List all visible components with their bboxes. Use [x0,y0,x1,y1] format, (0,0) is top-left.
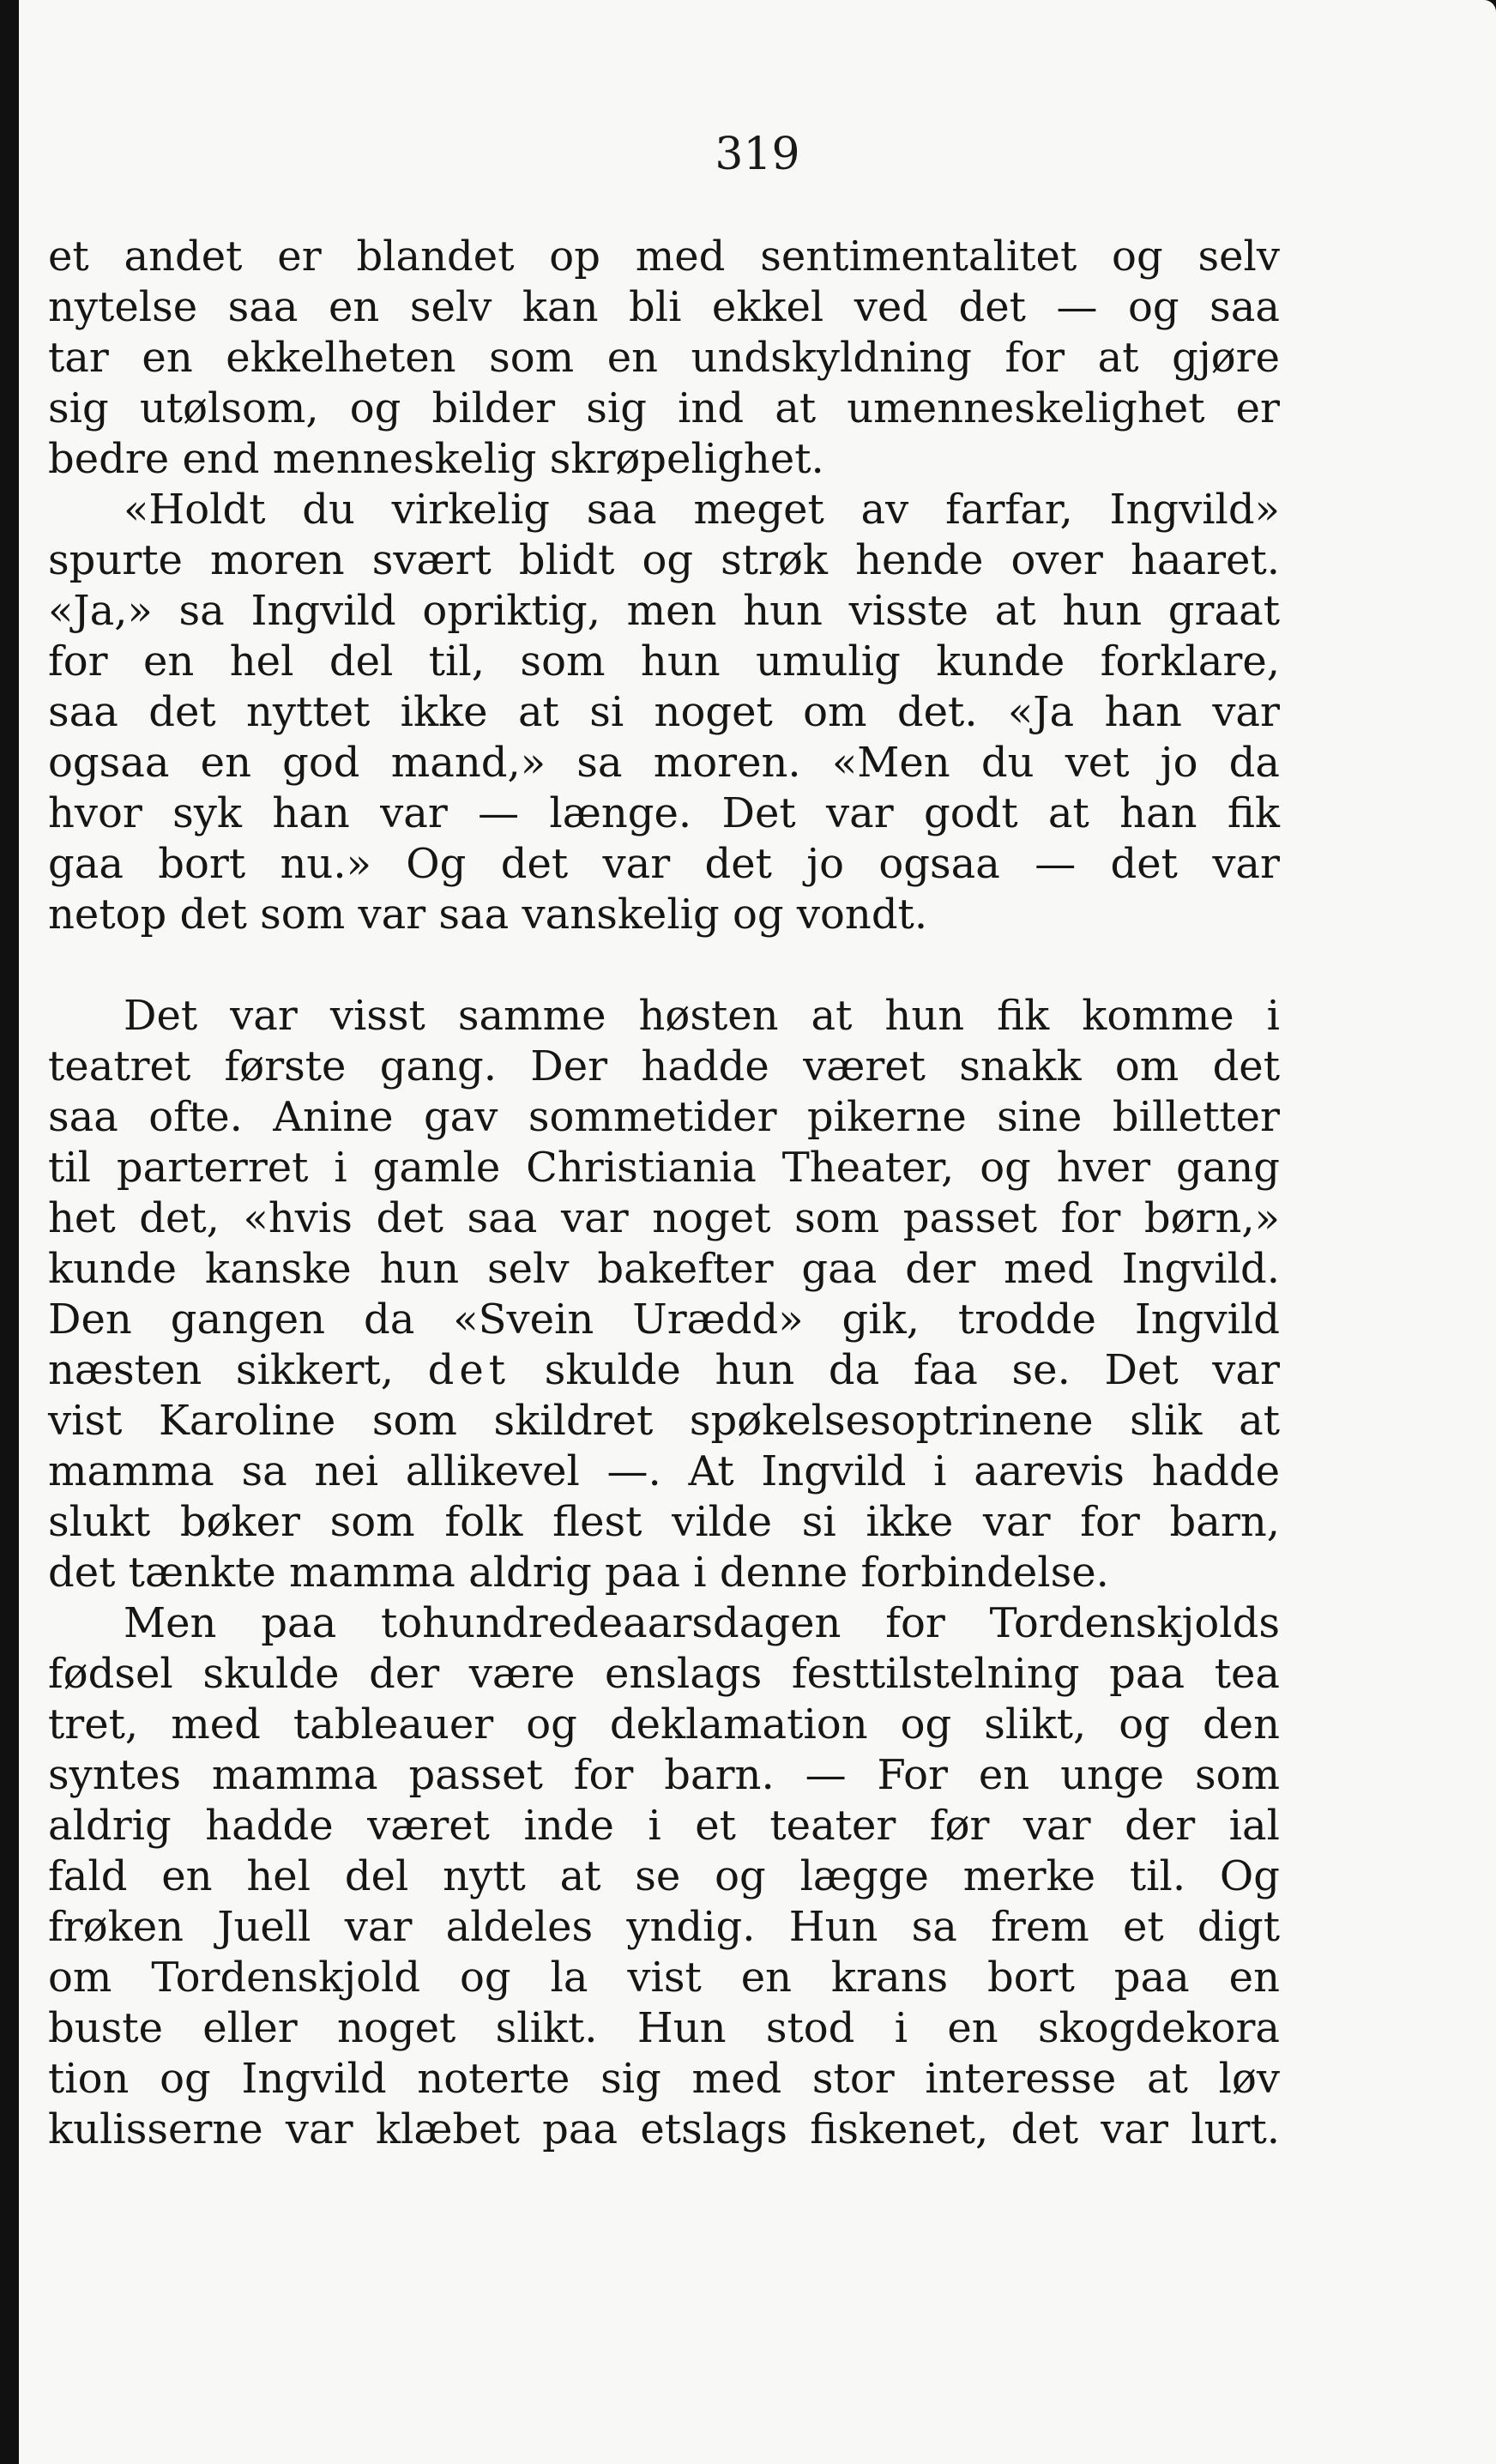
text-line: slukt bøker som folk flest vilde si ikke var for barn, [48,1498,1280,1546]
text-line: spurte moren svært blidt og strøk hende over haaret. [48,536,1280,584]
text-line: bedre end menneskelig skrøpelighet. [48,435,824,483]
text-line: aldrig hadde været inde i et teater før var der ial [48,1802,1280,1850]
text-line: et andet er blandet op med sentimentalitet og selv [48,233,1280,281]
text-line: tar en ekkelheten som en undskyldning for at gjøre [48,334,1280,382]
text-line: fødsel skulde der være enslags festtilstelning paa tea [48,1650,1280,1698]
paragraph-4 [48,1598,1280,2155]
text-fragment: skulde hun da faa se. Det var [544,1346,1280,1394]
text-line: kunde kanske hun selv bakefter gaa der med Ingvild. [48,1245,1280,1293]
spaced-emphasis: det [427,1346,511,1394]
text-line: ogsaa en god mand,» sa moren. «Men du vet jo da [48,739,1280,787]
text-line: det tænkte mamma aldrig paa i denne forbindelse. [48,1549,1109,1597]
text-line: saa det nyttet ikke at si noget om det. «Ja han var [48,688,1280,736]
text-line: gaa bort nu.» Og det var det jo ogsaa — det var [48,840,1280,888]
text-line: netop det som var saa vanskelig og vondt. [48,891,928,939]
text-line: tion og Ingvild noterte sig med stor interesse at løv [48,2055,1280,2103]
text-line: for en hel del til, som hun umulig kunde forklare, [48,637,1280,685]
text-line: buste eller noget slikt. Hun stod i en skogdekora [48,2004,1280,2052]
text-line: «Holdt du virkelig saa meget av farfar, Ingvild» [124,486,1280,534]
text-line: Det var visst samme høsten at hun fik komme i [124,992,1280,1040]
text-line: syntes mamma passet for barn. — For en unge som [48,1751,1280,1799]
text-line: frøken Juell var aldeles yndig. Hun sa frem et digt [48,1903,1280,1951]
text-line: hvor syk han var — længe. Det var godt at han fik [48,789,1280,837]
text-line: Men paa tohundredeaarsdagen for Tordenskjolds [124,1599,1280,1647]
text-line: vist Karoline som skildret spøkelsesoptrinene slik at [48,1397,1280,1445]
paragraph-1 [48,232,1280,485]
text-line: teatret første gang. Der hadde været snakk om det [48,1042,1280,1090]
text-line: «Ja,» sa Ingvild opriktig, men hun visste at hun graat [48,587,1280,635]
text-line: fald en hel del nytt at se og lægge merke til. Og [48,1852,1280,1900]
body-text [48,232,1280,2155]
paragraph-3 [48,991,1280,1598]
text-line [48,1345,1280,1396]
text-fragment: næsten sikkert, [48,1346,394,1394]
text-line: tret, med tableauer og deklamation og slikt, og den [48,1700,1280,1748]
text-line: nytelse saa en selv kan bli ekkel ved det — og saa [48,283,1280,331]
text-line: om Tordenskjold og la vist en krans bort paa en [48,1954,1280,2002]
text-line: saa ofte. Anine gav sommetider pikerne sine billetter [48,1093,1280,1141]
page-number: 319 [715,129,800,180]
book-page [19,0,1496,2464]
text-line: kulisserne var klæbet paa etslags fiskenet, det var lurt. [48,2105,1280,2153]
text-line: Den gangen da «Svein Urædd» gik, trodde Ingvild [48,1295,1280,1344]
text-line: til parterret i gamle Christiania Theater, og hver gang [48,1144,1280,1192]
text-line: sig utølsom, og bilder sig ind at umenneskelighet er [48,384,1280,432]
section-break [48,940,1280,991]
text-line: het det, «hvis det saa var noget som passet for børn,» [48,1194,1280,1242]
text-line: mamma sa nei allikevel —. At Ingvild i aarevis hadde [48,1447,1280,1495]
paragraph-2 [48,485,1280,940]
